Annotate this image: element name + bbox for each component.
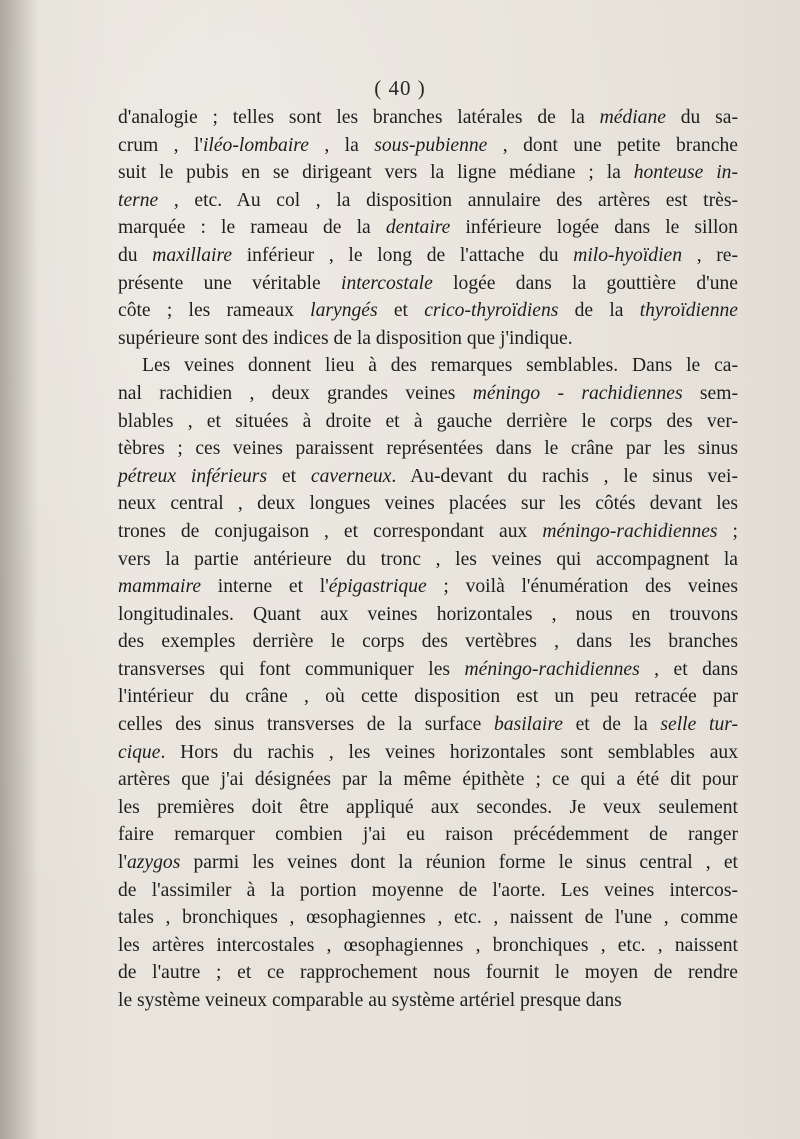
text-line — [118, 904, 738, 932]
text-run: du — [118, 244, 153, 266]
text-line — [118, 518, 738, 546]
text-line — [118, 932, 738, 960]
text-run: blables , et situées à droite et à gauche derrière le corps des ver- — [118, 410, 738, 432]
text-run: marquée : le rameau de la — [118, 217, 386, 239]
text-run: l' — [118, 852, 127, 874]
italic-term: mammaire — [118, 576, 202, 598]
italic-term: laryngés — [310, 300, 378, 322]
text-line — [118, 132, 738, 160]
text-line — [118, 628, 738, 656]
italic-term: médiane — [599, 107, 666, 128]
text-run: de l'assimiler à la portion moyenne de l'aorte. Les veines intercos- — [118, 879, 738, 901]
text-run: celles des sinus transverses de la surface — [118, 714, 494, 736]
text-run: les premières doit être appliqué aux secondes. Je veux seulement — [118, 796, 738, 818]
italic-term: basilaire — [493, 714, 563, 736]
italic-term: méningo-rachidiennes — [542, 520, 718, 542]
text-run: Les veines donnent lieu à des remarques semblables. Dans le ca- — [142, 355, 738, 377]
text-line — [118, 297, 738, 325]
text-line — [118, 408, 738, 436]
text-run: neux central , deux longues veines placées sur les côtés devant les — [118, 493, 738, 515]
text-run: ; voilà l'énumération des veines — [426, 576, 738, 598]
page-number: ( 40 ) — [374, 76, 426, 100]
text-run: de l'autre ; et ce rapprochement nous fournit le moyen de rendre — [118, 962, 738, 984]
text-line — [118, 380, 738, 408]
italic-term: milo-hyoïdien — [573, 244, 683, 266]
text-run: tales , bronchiques , œsophagiennes , etc. , naissent de l'une , comme — [118, 907, 738, 929]
text-run: crum , l' — [118, 134, 203, 156]
text-line — [118, 601, 738, 629]
text-run: transverses qui font communiquer les — [118, 658, 465, 680]
text-line — [118, 352, 738, 380]
italic-term: terne — [118, 189, 159, 211]
text-run: vers la partie antérieure du tronc , les veines qui accompagnent la — [118, 548, 738, 570]
italic-term: azygos — [126, 852, 181, 874]
text-run: , la — [308, 134, 375, 156]
text-run: inférieur , le long de l'attache du — [232, 244, 574, 266]
text-run: faire remarquer combien j'ai eu raison précédemment de ranger — [118, 824, 738, 846]
text-run: artères que j'ai désignées par la même épithète ; ce qui a été dit pour — [118, 769, 738, 791]
italic-term: méningo-rachidiennes — [464, 658, 640, 680]
text-run: et — [267, 465, 311, 487]
text-run: du sa- — [665, 107, 738, 128]
text-run: sem- — [682, 382, 738, 404]
text-run: parmi les veines dont la réunion forme le sinus central , et — [180, 852, 738, 874]
text-line — [118, 435, 738, 463]
text-run: , et dans — [639, 658, 738, 680]
page-edge-shadow — [0, 0, 38, 1139]
text-run: longitudinales. Quant aux veines horizontales , nous en trouvons — [118, 603, 738, 625]
text-run: tèbres ; ces veines paraissent représentées dans le crâne par les sinus — [118, 438, 738, 460]
italic-term: caverneux — [310, 465, 392, 487]
text-run: logée dans la gouttière d'une — [432, 272, 738, 294]
italic-term: thyroïdienne — [639, 300, 738, 322]
text-run: nal rachidien , deux grandes veines — [118, 382, 473, 404]
text-run: et — [377, 300, 425, 322]
text-line — [118, 959, 738, 987]
text-line — [118, 656, 738, 684]
text-line — [118, 490, 738, 518]
text-run: . Hors du rachis , les veines horizontales sont semblables aux — [160, 741, 738, 763]
italic-term: honteuse in- — [633, 162, 738, 184]
italic-term: maxillaire — [152, 244, 233, 266]
text-run: . Au-devant du rachis , le sinus vei- — [391, 465, 738, 487]
text-run: des exemples derrière le corps des vertèbres , dans les branches — [118, 631, 738, 653]
italic-term: méningo - rachidiennes — [472, 382, 683, 404]
text-run: , re- — [682, 244, 738, 266]
text-run: présente une véritable — [118, 272, 341, 294]
text-line — [118, 270, 738, 298]
italic-term: selle tur- — [660, 714, 739, 736]
text-run: supérieure sont des indices de la disposition que j'indique. — [118, 327, 573, 349]
text-line — [118, 242, 738, 270]
text-line — [118, 463, 738, 491]
text-line — [118, 683, 738, 711]
text-line — [118, 187, 738, 215]
italic-term: crico-thyroïdiens — [424, 300, 559, 322]
text-run: suit le pubis en se dirigeant vers la ligne médiane ; la — [118, 162, 634, 184]
text-line — [118, 987, 738, 1015]
text-run: interne et l' — [201, 576, 329, 598]
text-run: d'analogie ; telles sont les branches latérales de la — [118, 107, 600, 128]
text-line — [118, 849, 738, 877]
text-line — [118, 711, 738, 739]
text-line — [118, 821, 738, 849]
italic-term: pétreux inférieurs — [118, 465, 268, 487]
text-run: trones de conjugaison , et correspondant aux — [118, 520, 543, 542]
text-line — [118, 739, 738, 767]
text-line — [118, 214, 738, 242]
text-run: ; — [717, 520, 738, 542]
text-line — [118, 104, 738, 132]
text-run: inférieure logée dans le sillon — [450, 217, 738, 239]
text-run: les artères intercostales , œsophagiennes , bronchiques , etc. , naissent — [118, 934, 738, 956]
italic-term: épigastrique — [328, 576, 427, 598]
text-run: , etc. Au col , la disposition annulaire des artères est très- — [158, 189, 738, 211]
italic-term: sous-pubienne — [374, 134, 488, 156]
italic-term: cique — [118, 741, 161, 763]
text-line — [118, 877, 738, 905]
body-text — [118, 104, 738, 1015]
text-line — [118, 159, 738, 187]
text-line — [118, 546, 738, 574]
text-run: de la — [558, 300, 640, 322]
text-line — [118, 573, 738, 601]
text-line — [118, 325, 738, 353]
text-run: , dont une petite branche — [487, 134, 739, 156]
text-run: et de la — [562, 714, 661, 736]
text-run: le système veineux comparable au système artériel presque dans — [118, 990, 622, 1011]
italic-term: dentaire — [385, 217, 451, 239]
text-run: côte ; les rameaux — [118, 300, 311, 322]
italic-term: iléo-lombaire — [202, 134, 309, 156]
text-run: l'intérieur du crâne , où cette disposition est un peu retracée par — [118, 686, 738, 708]
italic-term: intercostale — [341, 272, 433, 294]
text-line — [118, 766, 738, 794]
text-line — [118, 794, 738, 822]
